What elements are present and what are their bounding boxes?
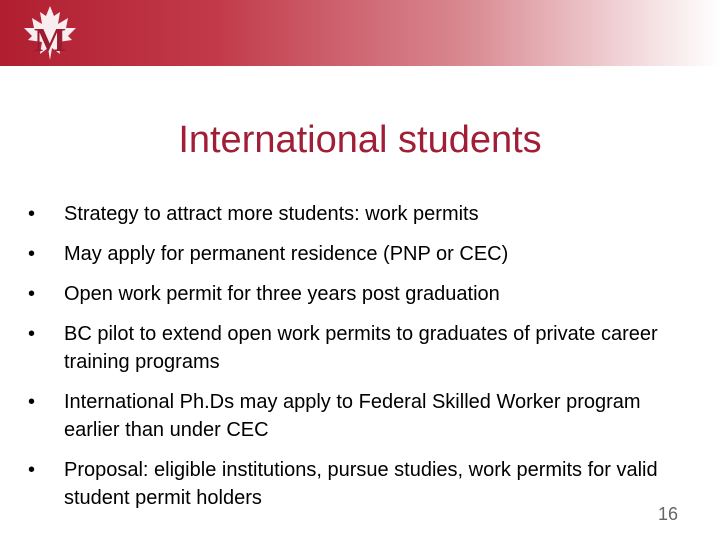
bullet-dot: • [28, 391, 36, 413]
bullet-item [28, 200, 698, 228]
bullet-text: May apply for permanent residence (PNP or CEC) [64, 243, 509, 265]
bullet-text: Open work permit for three years post graduation [64, 283, 500, 305]
header-band [0, 0, 720, 66]
bullet-dot: • [28, 283, 36, 305]
bullet-item [28, 280, 698, 308]
bullet-dot: • [28, 459, 36, 481]
maple-leaf-logo-icon [10, 2, 90, 62]
bullet-text: Strategy to attract more students: work permits [64, 203, 479, 225]
slide-title: International students [178, 119, 542, 161]
bullet-item [28, 240, 698, 268]
bullet-text: BC pilot to extend open work permits to graduates of private career training programs [64, 323, 658, 373]
bullet-item [28, 320, 698, 376]
bullet-dot: • [28, 323, 36, 345]
bullet-text: International Ph.Ds may apply to Federal Skilled Worker program earlier than under CEC [64, 391, 641, 441]
logo-letter: M [33, 22, 67, 59]
page-number: 16 [657, 504, 678, 524]
bullet-dot: • [28, 203, 36, 225]
bullet-item [28, 456, 698, 512]
bullet-item [28, 388, 698, 444]
bullet-dot: • [28, 243, 36, 265]
bullet-text: Proposal: eligible institutions, pursue studies, work permits for valid student permit holders [64, 459, 658, 509]
bullet-list [28, 200, 698, 524]
